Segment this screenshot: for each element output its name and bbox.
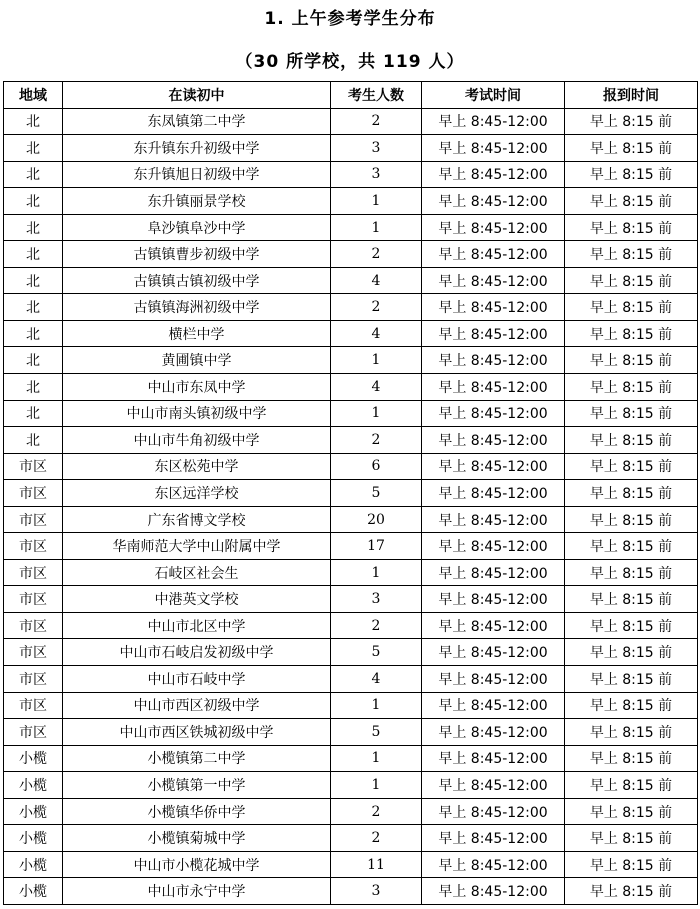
count-cell: 4 [331,666,422,693]
count-cell: 2 [331,427,422,454]
count-cell: 20 [331,506,422,533]
report-time-cell: 早上 8:15 前 [565,878,698,905]
school-cell: 中山市石岐中学 [63,666,331,693]
exam-time-cell: 早上 8:45-12:00 [422,320,565,347]
count-cell: 1 [331,772,422,799]
school-cell: 石岐区社会生 [63,559,331,586]
count-cell: 3 [331,135,422,162]
school-cell: 古镇镇曹步初级中学 [63,241,331,268]
region-cell: 北 [4,320,63,347]
table-row [4,745,698,772]
report-time-cell: 早上 8:15 前 [565,559,698,586]
table-row [4,320,698,347]
exam-time-cell: 早上 8:45-12:00 [422,612,565,639]
table-row [4,692,698,719]
exam-time-cell: 早上 8:45-12:00 [422,719,565,746]
school-cell: 中山市南头镇初级中学 [63,400,331,427]
table-row [4,506,698,533]
school-cell: 东升镇东升初级中学 [63,135,331,162]
region-cell: 北 [4,400,63,427]
report-time-cell: 早上 8:15 前 [565,533,698,560]
report-time-cell: 早上 8:15 前 [565,506,698,533]
report-time-cell: 早上 8:15 前 [565,772,698,799]
exam-time-cell: 早上 8:45-12:00 [422,374,565,401]
count-cell: 2 [331,108,422,135]
school-cell: 黄圃镇中学 [63,347,331,374]
region-cell: 北 [4,108,63,135]
school-cell: 中山市西区初级中学 [63,692,331,719]
school-cell: 东升镇旭日初级中学 [63,161,331,188]
count-cell: 5 [331,639,422,666]
region-cell: 小榄 [4,798,63,825]
region-cell: 市区 [4,453,63,480]
table-row [4,161,698,188]
report-time-cell: 早上 8:15 前 [565,188,698,215]
school-cell: 小榄镇第二中学 [63,745,331,772]
region-cell: 小榄 [4,745,63,772]
table-row [4,612,698,639]
report-time-cell: 早上 8:15 前 [565,719,698,746]
report-time-cell: 早上 8:15 前 [565,825,698,852]
exam-time-cell: 早上 8:45-12:00 [422,294,565,321]
region-cell: 小榄 [4,772,63,799]
report-time-cell: 早上 8:15 前 [565,108,698,135]
report-time-cell: 早上 8:15 前 [565,798,698,825]
region-cell: 北 [4,161,63,188]
count-cell: 4 [331,267,422,294]
count-cell: 1 [331,347,422,374]
region-cell: 市区 [4,666,63,693]
region-cell: 市区 [4,639,63,666]
table-row [4,108,698,135]
school-cell: 中山市石岐启发初级中学 [63,639,331,666]
school-cell: 横栏中学 [63,320,331,347]
region-cell: 市区 [4,719,63,746]
region-cell: 北 [4,188,63,215]
count-cell: 2 [331,798,422,825]
table-row [4,267,698,294]
school-cell: 中山市永宁中学 [63,878,331,905]
region-cell: 北 [4,267,63,294]
school-cell: 华南师范大学中山附属中学 [63,533,331,560]
header-school: 在读初中 [63,82,331,109]
report-time-cell: 早上 8:15 前 [565,320,698,347]
report-time-cell: 早上 8:15 前 [565,161,698,188]
table-row [4,374,698,401]
school-cell: 中山市西区铁城初级中学 [63,719,331,746]
report-time-cell: 早上 8:15 前 [565,453,698,480]
region-cell: 北 [4,241,63,268]
table-row [4,851,698,878]
student-distribution-table [3,81,698,905]
count-cell: 1 [331,400,422,427]
region-cell: 北 [4,214,63,241]
school-cell: 中山市小榄花城中学 [63,851,331,878]
header-region: 地域 [4,82,63,109]
header-exam-time: 考试时间 [422,82,565,109]
region-cell: 北 [4,427,63,454]
school-cell: 中山市牛角初级中学 [63,427,331,454]
count-cell: 1 [331,188,422,215]
count-cell: 5 [331,480,422,507]
report-time-cell: 早上 8:15 前 [565,267,698,294]
exam-time-cell: 早上 8:45-12:00 [422,825,565,852]
count-cell: 4 [331,374,422,401]
exam-time-cell: 早上 8:45-12:00 [422,586,565,613]
count-cell: 6 [331,453,422,480]
table-row [4,294,698,321]
exam-time-cell: 早上 8:45-12:00 [422,188,565,215]
report-time-cell: 早上 8:15 前 [565,241,698,268]
report-time-cell: 早上 8:15 前 [565,427,698,454]
table-row [4,400,698,427]
exam-time-cell: 早上 8:45-12:00 [422,214,565,241]
region-cell: 市区 [4,692,63,719]
school-cell: 小榄镇华侨中学 [63,798,331,825]
table-row [4,666,698,693]
count-cell: 2 [331,241,422,268]
exam-time-cell: 早上 8:45-12:00 [422,241,565,268]
table-row [4,135,698,162]
table-row [4,241,698,268]
report-time-cell: 早上 8:15 前 [565,347,698,374]
exam-time-cell: 早上 8:45-12:00 [422,798,565,825]
school-cell: 东区远洋学校 [63,480,331,507]
report-time-cell: 早上 8:15 前 [565,639,698,666]
report-time-cell: 早上 8:15 前 [565,400,698,427]
count-cell: 17 [331,533,422,560]
count-cell: 1 [331,559,422,586]
region-cell: 市区 [4,480,63,507]
count-cell: 3 [331,878,422,905]
header-count: 考生人数 [331,82,422,109]
table-row [4,559,698,586]
region-cell: 北 [4,347,63,374]
report-time-cell: 早上 8:15 前 [565,666,698,693]
table-row [4,878,698,905]
exam-time-cell: 早上 8:45-12:00 [422,851,565,878]
region-cell: 市区 [4,559,63,586]
report-time-cell: 早上 8:15 前 [565,374,698,401]
school-cell: 小榄镇菊城中学 [63,825,331,852]
exam-time-cell: 早上 8:45-12:00 [422,666,565,693]
region-cell: 小榄 [4,825,63,852]
report-time-cell: 早上 8:15 前 [565,851,698,878]
exam-time-cell: 早上 8:45-12:00 [422,745,565,772]
report-time-cell: 早上 8:15 前 [565,480,698,507]
count-cell: 1 [331,214,422,241]
count-cell: 1 [331,692,422,719]
region-cell: 市区 [4,533,63,560]
exam-time-cell: 早上 8:45-12:00 [422,480,565,507]
table-row [4,533,698,560]
exam-time-cell: 早上 8:45-12:00 [422,639,565,666]
table-row [4,719,698,746]
exam-time-cell: 早上 8:45-12:00 [422,453,565,480]
school-cell: 中山市东凤中学 [63,374,331,401]
exam-time-cell: 早上 8:45-12:00 [422,506,565,533]
school-cell: 东区松苑中学 [63,453,331,480]
count-cell: 4 [331,320,422,347]
table-row [4,798,698,825]
school-cell: 小榄镇第一中学 [63,772,331,799]
report-time-cell: 早上 8:15 前 [565,745,698,772]
exam-time-cell: 早上 8:45-12:00 [422,135,565,162]
exam-time-cell: 早上 8:45-12:00 [422,772,565,799]
page-subtitle: （30 所学校，共 119 人） [235,52,465,72]
school-cell: 阜沙镇阜沙中学 [63,214,331,241]
table-body [4,108,698,904]
exam-time-cell: 早上 8:45-12:00 [422,347,565,374]
count-cell: 2 [331,612,422,639]
exam-time-cell: 早上 8:45-12:00 [422,559,565,586]
report-time-cell: 早上 8:15 前 [565,586,698,613]
table-row [4,586,698,613]
school-cell: 东凤镇第二中学 [63,108,331,135]
region-cell: 市区 [4,586,63,613]
region-cell: 市区 [4,612,63,639]
count-cell: 2 [331,825,422,852]
report-time-cell: 早上 8:15 前 [565,612,698,639]
school-cell: 古镇镇海洲初级中学 [63,294,331,321]
region-cell: 市区 [4,506,63,533]
region-cell: 北 [4,294,63,321]
count-cell: 2 [331,294,422,321]
count-cell: 3 [331,586,422,613]
table-row [4,480,698,507]
exam-time-cell: 早上 8:45-12:00 [422,533,565,560]
table-row [4,825,698,852]
region-cell: 小榄 [4,878,63,905]
region-cell: 小榄 [4,851,63,878]
page-title: 1. 上午参考学生分布 [264,9,436,29]
exam-time-cell: 早上 8:45-12:00 [422,427,565,454]
region-cell: 北 [4,135,63,162]
school-cell: 古镇镇古镇初级中学 [63,267,331,294]
table-header-row [4,82,698,109]
count-cell: 3 [331,161,422,188]
table-row [4,427,698,454]
exam-time-cell: 早上 8:45-12:00 [422,878,565,905]
table-row [4,453,698,480]
school-cell: 东升镇丽景学校 [63,188,331,215]
count-cell: 5 [331,719,422,746]
exam-time-cell: 早上 8:45-12:00 [422,108,565,135]
exam-time-cell: 早上 8:45-12:00 [422,692,565,719]
table-row [4,214,698,241]
report-time-cell: 早上 8:15 前 [565,692,698,719]
count-cell: 1 [331,745,422,772]
exam-time-cell: 早上 8:45-12:00 [422,267,565,294]
table-row [4,188,698,215]
region-cell: 北 [4,374,63,401]
table-row [4,639,698,666]
table-row [4,772,698,799]
count-cell: 11 [331,851,422,878]
table-row [4,347,698,374]
report-time-cell: 早上 8:15 前 [565,214,698,241]
school-cell: 中港英文学校 [63,586,331,613]
header-report-time: 报到时间 [565,82,698,109]
exam-time-cell: 早上 8:45-12:00 [422,161,565,188]
report-time-cell: 早上 8:15 前 [565,294,698,321]
report-time-cell: 早上 8:15 前 [565,135,698,162]
school-cell: 中山市北区中学 [63,612,331,639]
school-cell: 广东省博文学校 [63,506,331,533]
exam-time-cell: 早上 8:45-12:00 [422,400,565,427]
